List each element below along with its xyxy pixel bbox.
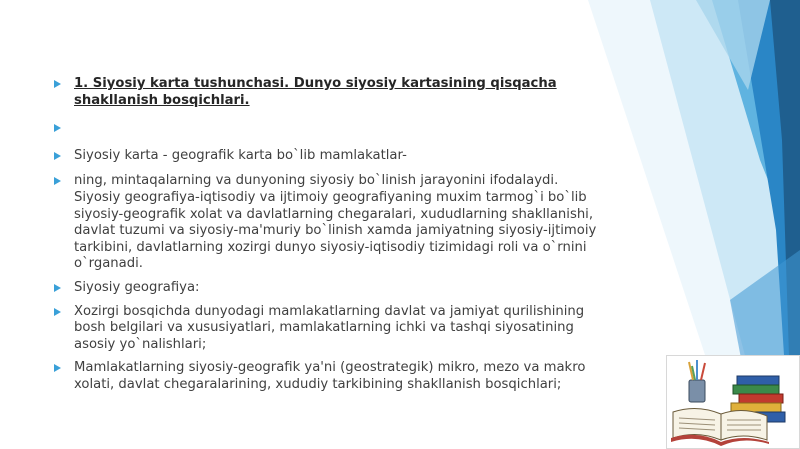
bullet-arrow-icon xyxy=(54,80,61,88)
slide-title: 1. Siyosiy karta tushunchasi. Dunyo siyosiy kartasining qisqacha shakllanish bosqichlari. xyxy=(74,76,557,108)
books-illustration xyxy=(666,355,800,449)
bullet-empty xyxy=(54,120,599,137)
bullet-arrow-icon xyxy=(54,284,61,292)
bullet-item xyxy=(54,280,599,297)
bullet-arrow-icon xyxy=(54,152,61,160)
bullet-arrow-icon xyxy=(54,177,61,185)
bullet-title xyxy=(54,76,599,109)
bullet-text: ning, mintaqalarning va dunyoning siyosiy bo`linish jarayonini ifodalaydi. Siyosiy geografiya-iqtisodiy va ijtimoiy geografiyaning muxim tarmog`i bo`lib siyosiy-geografik xolat va davlatlarning chegaralari, xududlarning shakllanishi, davlat tuzumi va siyosiy-ma'muriy bo`linish xamda jamiyatning siyosiy-ijtimoiy tarkibini, davlatlarning xozirgi dunyo siyosiy-iqtisodiy tizimidagi roli va o`rnini o`rganadi. xyxy=(74,173,597,272)
slide-content xyxy=(54,76,599,394)
bullet-arrow-icon xyxy=(54,308,61,316)
bullet-arrow-icon xyxy=(54,364,61,372)
bullet-text: Mamlakatlarning siyosiy-geografik ya'ni (geostrategik) mikro, mezo va makro xolati, davlat chegaralarining, xududiy tarkibining shakllanish bosqichlari; xyxy=(74,360,586,392)
bullet-item xyxy=(54,304,599,354)
books-icon xyxy=(667,356,799,448)
bullet-text: Siyosiy geografiya: xyxy=(74,279,200,295)
bullet-item xyxy=(54,173,599,273)
bullet-text: Siyosiy karta - geografik karta bo`lib mamlakatlar- xyxy=(74,147,407,163)
bullet-item xyxy=(54,148,599,165)
bullet-text: Xozirgi bosqichda dunyodagi mamlakatlarning davlat va jamiyat qurilishining bosh belgilari va xususiyatlari, mamlakatlarning ichki va tashqi siyosatining asosiy yo`nalishlari; xyxy=(74,303,585,352)
bullet-arrow-icon xyxy=(54,124,61,132)
bullet-item xyxy=(54,360,599,393)
